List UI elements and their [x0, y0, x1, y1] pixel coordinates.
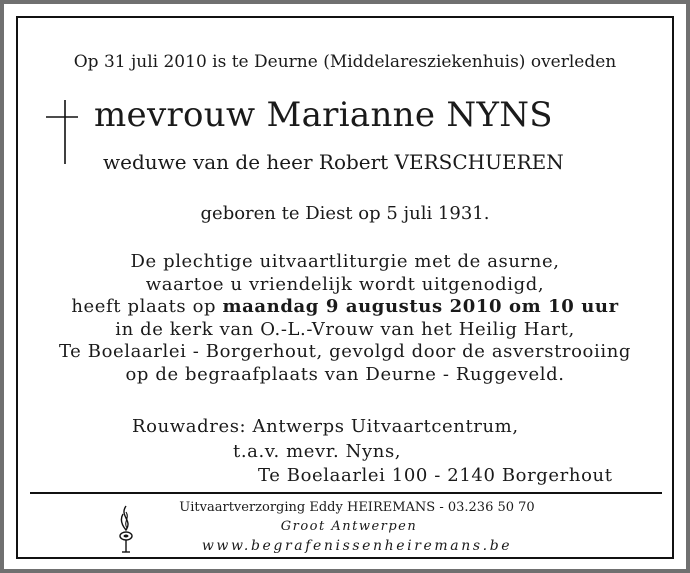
mourning-address-line-3: Te Boelaarlei 100 - 2140 Borgerhout [258, 465, 613, 486]
ceremony-line-3 [20, 296, 670, 319]
mourning-address-line-1: Rouwadres: Antwerps Uitvaartcentrum, [132, 416, 519, 437]
ceremony-line-3-prefix: heeft plaats op [71, 296, 223, 317]
ceremony-line-5: Te Boelaarlei - Borgerhout, gevolgd door de asverstrooiing [58, 341, 632, 362]
funeral-website[interactable]: www.begrafenissenheiremans.be [201, 538, 513, 554]
death-announcement-line: Op 31 juli 2010 is te Deurne (Middelaresziekenhuis) overleden [73, 52, 617, 72]
funeral-region: Groot Antwerpen [280, 519, 418, 534]
ceremony-line-2: waartoe u vriendelijk wordt uitgenodigd, [145, 273, 545, 295]
footer-divider [30, 492, 662, 494]
birth-line: geboren te Diest op 5 juli 1931. [200, 203, 490, 224]
funeral-company: Uitvaartverzorging Eddy HEIREMANS - 03.236 50 70 [179, 500, 535, 515]
cross-icon [44, 98, 80, 166]
ceremony-line-1: De plechtige uitvaartliturgie met de asurne, [130, 251, 560, 272]
ceremony-date-time: maandag 9 augustus 2010 om 10 uur [222, 296, 619, 317]
spouse-line: weduwe van de heer Robert VERSCHUEREN [103, 150, 564, 174]
ceremony-line-6: op de begraafplaats van Deurne - Ruggeveld. [125, 363, 565, 385]
mourning-address-line-2: t.a.v. mevr. Nyns, [233, 441, 402, 462]
deceased-name: mevrouw Marianne NYNS [94, 95, 553, 135]
ceremony-line-4: in de kerk van O.-L.-Vrouw van het Heilig Hart, [115, 318, 575, 340]
ceremony-text [20, 251, 670, 386]
